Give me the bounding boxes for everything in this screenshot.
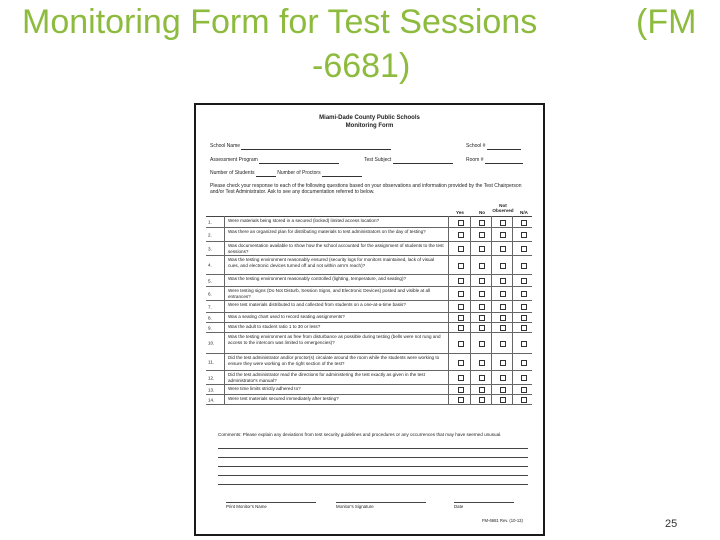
question-number: 11. — [208, 359, 215, 365]
not-observed-checkbox — [500, 360, 506, 366]
question-row — [206, 301, 532, 313]
slide-title-line-1: Monitoring Form for Test Sessions — [22, 3, 538, 41]
comments-section: Comments: Please explain any deviations from test security guidelines and procedures or any occurrences that may have seemed unusual. — [218, 432, 502, 437]
question-text: Was the testing environment reasonably ensured (security logs for monitors maintained, lack of visual cues, and electronic devices turned off and not within arm's reach)? — [228, 257, 435, 268]
question-number: 4. — [208, 262, 212, 268]
yes-checkbox — [458, 291, 464, 297]
not-observed-checkbox — [500, 263, 506, 269]
not-observed-checkbox — [500, 304, 506, 310]
no-checkbox — [479, 246, 485, 252]
table-column-divider — [491, 216, 492, 404]
question-row — [206, 275, 532, 287]
question-row — [206, 323, 532, 333]
test-subject-label: Test Subject — [364, 157, 392, 163]
no-checkbox — [479, 325, 485, 331]
form-instructions: Please check your response to each of the following questions based on your observations and information provided by the Test Chairperson and/or Test Administrator. Ask to see any documentation referred to below. — [210, 183, 522, 196]
question-number: 8. — [208, 315, 212, 320]
question-number: 13. — [208, 387, 215, 392]
form-title: Monitoring Form — [345, 123, 394, 129]
question-text: Did the test administrator and/or proctor(s) circulate around the room while the students were working to ensure they were working on the right section of the test? — [228, 355, 440, 366]
yes-checkbox — [458, 263, 464, 269]
yes-checkbox — [458, 315, 464, 321]
number-of-proctors-label: Number of Proctors — [277, 170, 321, 176]
yes-checkbox — [458, 375, 464, 381]
slide-title-form-prefix: (FM — [636, 3, 697, 41]
question-text: Were testing signs (Do Not Disturb, Session Signs, and Electronic Devices) posted and visible at all entrances? — [228, 288, 431, 299]
na-checkbox — [521, 232, 527, 238]
question-text: Did the test administrator read the directions for administering the test exactly as given in the test administrator's manual? — [228, 372, 425, 383]
no-checkbox — [479, 397, 485, 403]
monitor-signature-label: Monitor's Signature — [336, 502, 426, 509]
yes-checkbox — [458, 246, 464, 252]
monitoring-form-image — [194, 103, 545, 536]
na-checkbox — [521, 387, 527, 393]
na-checkbox — [521, 246, 527, 252]
question-text: Were test materials distributed to and collected from students on a one-at-a-time basis? — [228, 302, 406, 307]
comment-line — [218, 466, 528, 467]
table-header — [206, 202, 532, 216]
school-name-label: School Name — [210, 143, 241, 149]
question-number: 10. — [208, 340, 215, 346]
not-observed-checkbox — [500, 397, 506, 403]
yes-checkbox — [458, 325, 464, 331]
question-text: Were time limits strictly adhered to? — [228, 386, 301, 391]
no-checkbox — [479, 360, 485, 366]
comment-line — [218, 475, 528, 476]
question-row — [206, 354, 532, 371]
column-na: N/A — [520, 210, 528, 215]
yes-checkbox — [458, 232, 464, 238]
room-number-field — [466, 157, 523, 164]
slide-title — [0, 2, 720, 92]
question-row — [206, 385, 532, 395]
question-row — [206, 217, 532, 228]
na-checkbox — [521, 220, 527, 226]
not-observed-checkbox — [500, 220, 506, 226]
no-checkbox — [479, 387, 485, 393]
comment-line — [218, 448, 528, 449]
column-no: No — [478, 210, 486, 215]
not-observed-checkbox — [500, 341, 506, 347]
question-text: Was there an organized plan for distributing materials to test administrators on the day of testing? — [228, 229, 426, 234]
question-rows — [206, 216, 532, 405]
na-checkbox — [521, 325, 527, 331]
question-row — [206, 256, 532, 275]
question-number: 9. — [208, 325, 212, 330]
school-system-name: Miami-Dade County Public Schools — [319, 115, 420, 121]
yes-checkbox — [458, 341, 464, 347]
number-of-students-label: Number of Students — [210, 170, 255, 176]
question-number: 5. — [208, 278, 212, 283]
question-number: 1. — [208, 219, 212, 225]
question-number: 6. — [208, 291, 212, 296]
question-row — [206, 242, 532, 256]
question-text: Was the adult to student ratio 1 to 30 or less? — [228, 324, 321, 329]
test-subject-field — [364, 157, 453, 164]
no-checkbox — [479, 291, 485, 297]
na-checkbox — [521, 397, 527, 403]
table-column-divider — [448, 216, 449, 404]
not-observed-checkbox — [500, 325, 506, 331]
not-observed-checkbox — [500, 387, 506, 393]
assessment-program-label: Assessment Program — [210, 157, 258, 163]
na-checkbox — [521, 360, 527, 366]
question-text: Was a seating chart used to record seating assignments? — [228, 314, 345, 319]
question-number: 14. — [208, 397, 215, 402]
question-row — [206, 395, 532, 405]
column-yes: Yes — [456, 210, 464, 215]
na-checkbox — [521, 263, 527, 269]
page-number: 25 — [665, 518, 678, 530]
not-observed-checkbox — [500, 232, 506, 238]
school-number-field — [466, 143, 521, 150]
not-observed-checkbox — [500, 315, 506, 321]
question-row — [206, 333, 532, 354]
form-revision: FM-6681 Rev. (10-13) — [482, 518, 523, 523]
not-observed-checkbox — [500, 375, 506, 381]
question-row — [206, 313, 532, 323]
question-text: Was the testing environment as free from disturbance as possible during testing (bells were not rung and access to the intercom was limited to emergencies)? — [228, 334, 441, 345]
yes-checkbox — [458, 397, 464, 403]
room-number-label: Room # — [466, 157, 484, 163]
number-of-students-field — [210, 170, 362, 177]
not-observed-checkbox — [500, 246, 506, 252]
no-checkbox — [479, 220, 485, 226]
yes-checkbox — [458, 220, 464, 226]
question-number: 3. — [208, 246, 212, 251]
not-observed-checkbox — [500, 278, 506, 284]
question-row — [206, 287, 532, 301]
no-checkbox — [479, 341, 485, 347]
no-checkbox — [479, 315, 485, 321]
question-text: Was the testing environment reasonably controlled (lighting, temperature, and seating)? — [228, 276, 407, 281]
question-number: 2. — [208, 232, 212, 237]
table-column-divider — [512, 216, 513, 404]
no-checkbox — [479, 263, 485, 269]
question-number: 7. — [208, 304, 212, 309]
table-column-divider — [470, 216, 471, 404]
yes-checkbox — [458, 304, 464, 310]
no-checkbox — [479, 232, 485, 238]
school-number-label: School # — [466, 143, 486, 149]
table-column-divider — [224, 216, 225, 404]
na-checkbox — [521, 341, 527, 347]
form-header — [196, 114, 543, 130]
na-checkbox — [521, 304, 527, 310]
column-not-observed: Not Observed — [492, 203, 514, 213]
yes-checkbox — [458, 360, 464, 366]
yes-checkbox — [458, 278, 464, 284]
na-checkbox — [521, 375, 527, 381]
comment-line — [218, 457, 528, 458]
na-checkbox — [521, 278, 527, 284]
question-text: Were test materials secured immediately after testing? — [228, 396, 339, 401]
question-row — [206, 371, 532, 385]
date-label: Date — [454, 502, 514, 509]
na-checkbox — [521, 315, 527, 321]
no-checkbox — [479, 304, 485, 310]
school-name-field — [210, 143, 391, 150]
question-text: Were materials being stored in a secured (locked) limited access location? — [228, 218, 380, 223]
no-checkbox — [479, 375, 485, 381]
question-text: Was documentation available to show how the school accounted for the assignment of students to the test sessions? — [228, 243, 444, 254]
monitor-name-label: Print Monitor's Name — [226, 502, 316, 509]
yes-checkbox — [458, 387, 464, 393]
no-checkbox — [479, 278, 485, 284]
slide-title-line-2: -6681) — [312, 47, 411, 85]
comment-line — [218, 484, 528, 485]
not-observed-checkbox — [500, 291, 506, 297]
question-number: 12. — [208, 375, 215, 380]
na-checkbox — [521, 291, 527, 297]
assessment-program-field — [210, 157, 339, 164]
question-row — [206, 228, 532, 242]
